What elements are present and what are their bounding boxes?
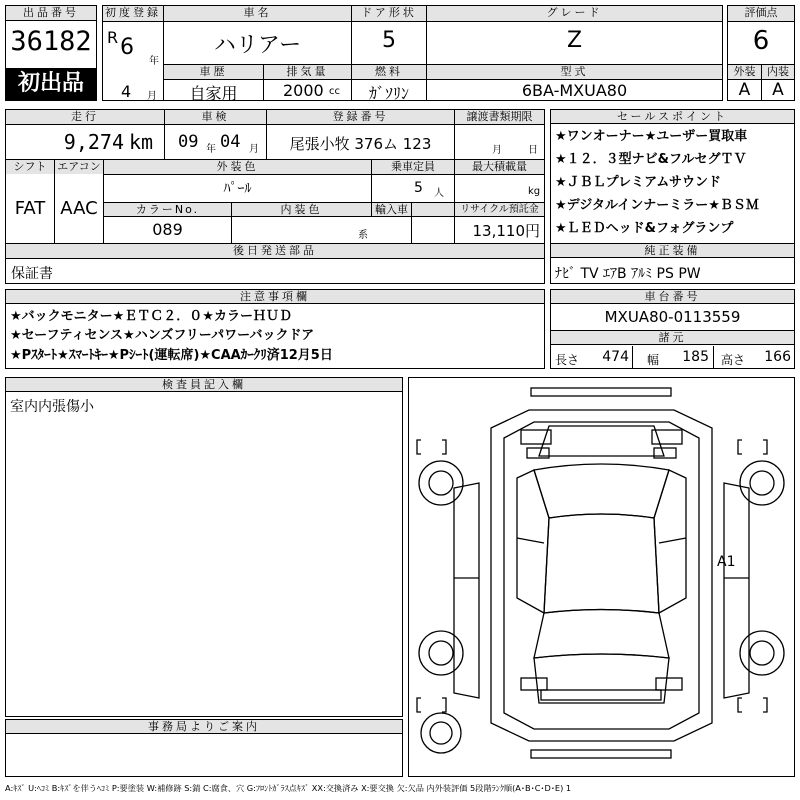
inspector-note: 室内内張傷小 (10, 399, 94, 415)
sales-points-label: セールスポイント (551, 110, 794, 124)
displacement: 2000 (283, 81, 324, 100)
chassis-number: MXUA80-0113559 (604, 308, 741, 326)
transfer-day-unit: 日 (528, 145, 538, 156)
mileage-unit: km (129, 130, 154, 154)
inspector-box (5, 377, 403, 717)
lot-label: 出品番号 (6, 6, 96, 21)
plate-label: 登録番号 (267, 110, 454, 124)
history-label: 車歴 (164, 65, 263, 79)
office-label: 事務局よりご案内 (6, 720, 402, 734)
interior-label: 内装 (762, 65, 794, 79)
height: 166 (764, 349, 791, 365)
transfer-label: 譲渡書類期限 (455, 110, 544, 124)
lot-box (5, 5, 97, 101)
length: 474 (602, 349, 629, 365)
ac: AAC (60, 198, 98, 219)
color-no-label: カラーNo. (104, 203, 231, 216)
car-diagram-box (408, 377, 795, 777)
color-no: 089 (152, 220, 183, 239)
later-parts: 保証書 (11, 266, 53, 282)
recycle-label-pad (412, 203, 454, 216)
ext-color: ﾊﾟｰﾙ (223, 181, 252, 197)
damage-mark: A1 (717, 554, 736, 570)
reg-year: 6 (120, 35, 134, 60)
history: 自家用 (189, 84, 238, 103)
fuel: ｶﾞｿﾘﾝ (368, 84, 409, 103)
caution-item: ★セーフティセンス★ハンズフリーパワーバックドア (10, 328, 315, 343)
specs-label: 諸元 (551, 331, 794, 345)
grade-label: グレード (427, 6, 722, 21)
insp-year-unit: 年 (206, 144, 216, 155)
first-listing-badge: 初出品 (6, 68, 96, 100)
exterior-label: 外装 (728, 65, 761, 79)
legend-text: A:ｷｽﾞ U:ﾍｺﾐ B:ｷｽﾞを伴うﾍｺﾐ P:要塗装 W:補修跡 S:錆 C:腐食、穴 G:ﾌﾛﾝﾄｶﾞﾗｽ点ｷｽﾞ XX:交換済み X:要交換 欠:欠品 内外装評価 5段階ﾗﾝｸ順(A･B･C･D･E) 1 (5, 783, 572, 793)
door-label: ドア形状 (352, 6, 426, 21)
fuel-label: 燃料 (352, 65, 426, 79)
mileage: 9,274 (63, 130, 124, 154)
era: R (107, 28, 119, 47)
lot-number: 36182 (10, 26, 92, 57)
car-diagram (409, 378, 794, 776)
ac-label: エアコン (55, 160, 103, 174)
exterior-grade: A (738, 80, 751, 100)
int-color-label: 内装色 (232, 203, 371, 216)
score-label: 評価点 (728, 6, 794, 21)
import-label: 輸入車 (372, 203, 411, 216)
width-label: 幅 (647, 353, 660, 367)
score: 6 (752, 26, 770, 56)
model-label: 型式 (427, 65, 722, 79)
inspection-label: 車検 (165, 110, 266, 124)
caution-item: ★バックモニター★ＥＴＣ２．０★カラーＨＵＤ (10, 309, 292, 324)
load-label: 最大積載量 (455, 160, 544, 174)
sales-points-box (550, 109, 795, 284)
displacement-label: 排気量 (264, 65, 351, 79)
sales-point-item: ★１２．３型ナビ&フルセグＴＶ (555, 152, 747, 167)
insp-month: 04 (220, 132, 241, 152)
month-unit: 月 (147, 91, 157, 102)
standard-label: 純正装備 (551, 244, 794, 258)
recycle-fee: 13,110円 (472, 222, 540, 240)
caution-item: ★Pｽﾀｰﾄ★ｽﾏｰﾄｷｰ★Pｼｰﾄ(運転席)★CAAｶｰｸﾘ済12月5日 (10, 348, 333, 363)
capacity: 5 (414, 180, 423, 196)
length-label: 長さ (555, 353, 580, 367)
door-count: 5 (382, 28, 396, 53)
car-name-label: 車名 (164, 6, 351, 21)
year-unit: 年 (149, 56, 159, 67)
sales-point-item: ★ＪＢＬプレミアムサウンド (555, 175, 721, 190)
height-label: 高さ (721, 353, 746, 367)
load-unit: kg (528, 186, 541, 197)
chassis-label: 車台番号 (551, 290, 794, 304)
reg-month: 4 (121, 82, 132, 101)
displacement-unit: cc (329, 86, 340, 97)
capacity-label: 乗車定員 (372, 160, 454, 174)
standard-equipment: ﾅﾋﾞ TV ｴｱB ｱﾙﾐ PS PW (555, 266, 701, 282)
spec-header-box (102, 5, 723, 101)
insp-month-unit: 月 (249, 144, 259, 155)
later-parts-label: 後日発送部品 (6, 244, 544, 258)
model: 6BA-MXUA80 (521, 81, 628, 100)
caution-box (5, 289, 545, 369)
chassis-box (550, 289, 795, 369)
ext-color-label: 外装色 (104, 160, 371, 174)
width: 185 (682, 349, 709, 365)
first-reg-label: 初度登録 (105, 6, 161, 19)
sales-point-item: ★デジタルインナーミラー★ＢＳＭ (555, 198, 759, 213)
inspector-label: 検査員記入欄 (6, 378, 402, 392)
interior-grade: A (772, 80, 784, 100)
grade: Z (566, 28, 583, 53)
vehicle-detail-box (5, 109, 545, 284)
mileage-label: 走行 (6, 110, 164, 124)
sales-point-item: ★ＬＥＤヘッド&フォグランプ (555, 221, 734, 236)
score-box (727, 5, 795, 101)
shift-label: シフト (6, 160, 54, 174)
recycle-label: リサイクル預託金 (455, 203, 544, 216)
car-name: ハリアー (213, 33, 302, 58)
office-box (5, 719, 403, 777)
transfer-month-unit: 月 (492, 145, 502, 156)
plate-number: 尾張小牧 376ム 123 (289, 135, 432, 153)
insp-year: 09 (178, 132, 199, 152)
int-color-unit: 系 (358, 230, 368, 241)
shift: FAT (14, 198, 46, 219)
caution-label: 注意事項欄 (6, 290, 544, 304)
sales-point-item: ★ワンオーナー★ユーザー買取車 (555, 129, 748, 144)
capacity-unit: 人 (434, 188, 444, 199)
